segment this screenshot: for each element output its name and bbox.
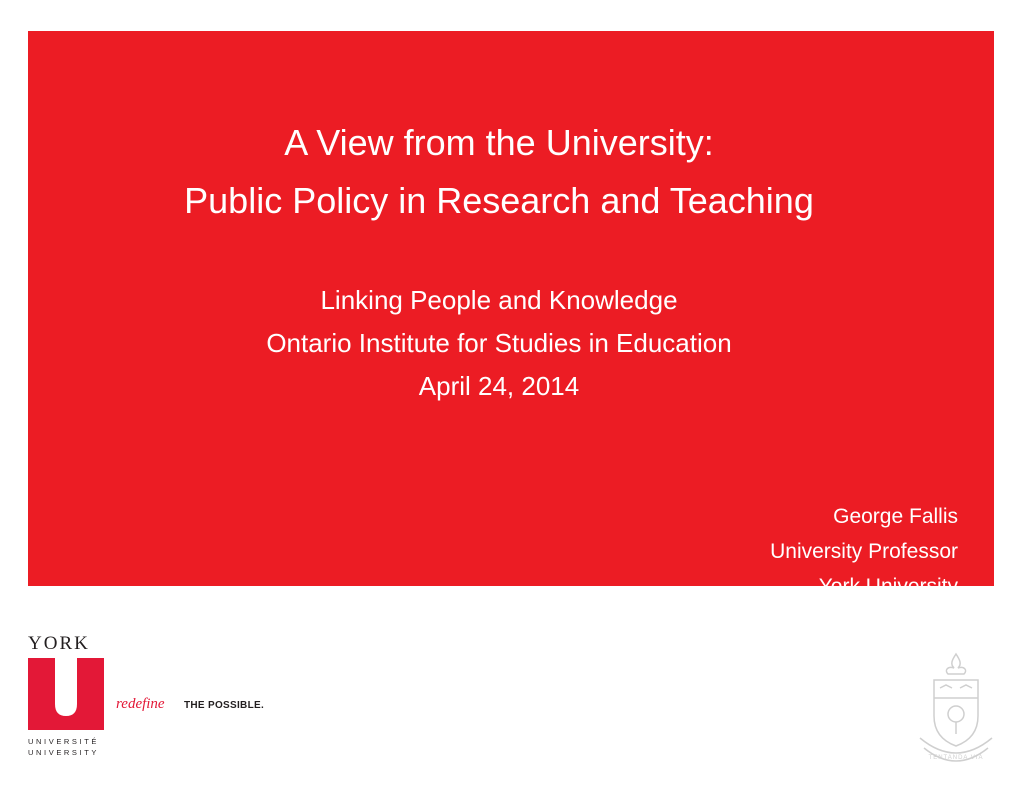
- presenter-position: University Professor: [770, 540, 958, 563]
- logo-u-mark: [28, 658, 104, 730]
- slide-subtitle: [28, 279, 970, 408]
- crest-motto: TENTANDA VIA: [928, 755, 984, 761]
- title-line-2: Public Policy in Research and Teaching: [184, 180, 814, 221]
- event-name: Linking People and Knowledge: [320, 285, 678, 315]
- logo-wordmark: YORK: [28, 633, 90, 654]
- logo-tagline-script: redefine: [116, 696, 165, 712]
- logo-university: UNIVERSITY: [28, 748, 100, 757]
- event-date: April 24, 2014: [418, 371, 580, 401]
- presenter-name: George Fallis: [833, 505, 958, 528]
- logo-tagline-caps: THE POSSIBLE.: [184, 700, 265, 711]
- york-university-logo: [28, 632, 308, 762]
- title-banner: [28, 31, 994, 598]
- presenter-affiliation: York University: [818, 575, 958, 598]
- title-line-1: A View from the University:: [284, 122, 714, 163]
- venue: Ontario Institute for Studies in Education: [266, 328, 732, 358]
- slide-title: [28, 114, 970, 230]
- logo-universite: UNIVERSITÉ: [28, 737, 100, 746]
- presenter-block: [770, 499, 958, 604]
- university-crest-watermark: [914, 650, 998, 772]
